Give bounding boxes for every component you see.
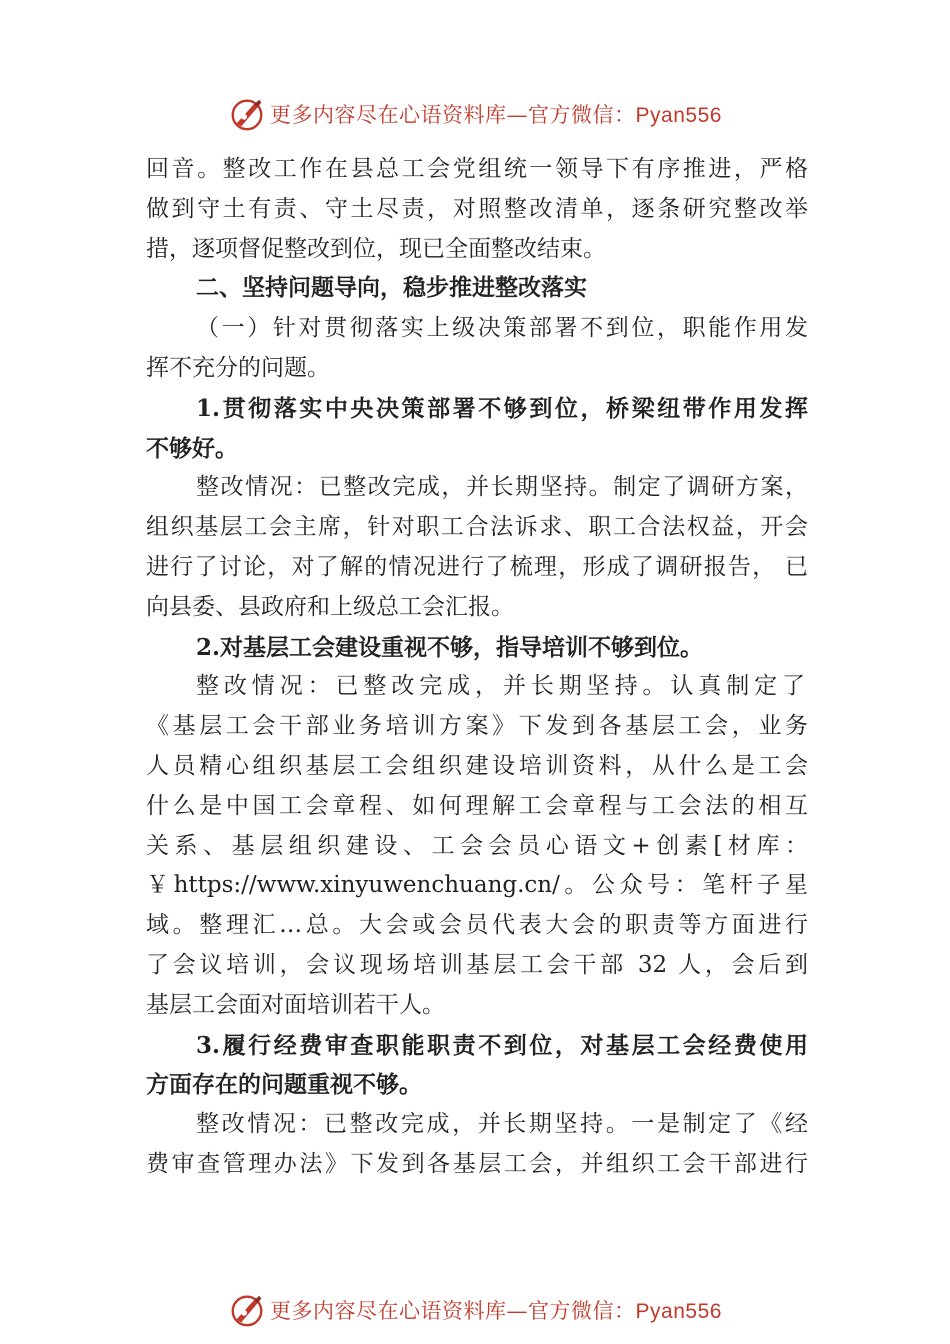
item-heading: 3.履行经费审查职能职责不到位，对基层工会经费使用 xyxy=(196,1031,808,1059)
body-line: 整改情况：已整改完成，并长期坚持。一是制定了《经 xyxy=(196,1111,808,1138)
subsection-heading: 挥不充分的问题。 xyxy=(146,354,330,381)
body-line: 措，逐项督促整改到位，现已全面整改结束。 xyxy=(146,235,606,262)
banner-wechat: Pyan556 xyxy=(635,104,722,127)
body-line: 关系、基层组织建设、工会会员心语文+创素[材库： xyxy=(146,832,808,859)
body-line: 费审查管理办法》下发到各基层工会，并组织工会干部进行 xyxy=(146,1150,808,1177)
item-heading: 不够好。 xyxy=(146,434,238,462)
item-heading: 2.对基层工会建设重视不够，指导培训不够到位。 xyxy=(196,633,704,661)
body-line: ￥https://www.xinyuwenchuang.cn/。公众号：笔杆子星 xyxy=(146,872,808,899)
pen-logo-icon xyxy=(228,95,266,133)
body-line: 了会议培训，会议现场培训基层工会干部 32 人，会后到 xyxy=(146,951,808,978)
body-line: 《基层工会干部业务培训方案》下发到各基层工会，业务 xyxy=(146,713,808,740)
item-heading: 方面存在的问题重视不够。 xyxy=(146,1071,422,1099)
pen-logo-icon xyxy=(228,1291,266,1329)
document-body xyxy=(146,150,808,1185)
body-line: 基层工会面对面培训若干人。 xyxy=(146,991,445,1018)
body-line: 向县委、县政府和上级总工会汇报。 xyxy=(146,593,514,620)
banner-text: 更多内容尽在心语资料库—官方微信： xyxy=(270,1299,636,1323)
body-line: 组织基层工会主席，针对职工合法诉求、职工合法权益，开会 xyxy=(146,514,808,541)
item-heading: 1.贯彻落实中央决策部署不够到位，桥梁纽带作用发挥 xyxy=(196,394,808,422)
section-heading: 二、坚持问题导向，稳步推进整改落实 xyxy=(196,275,587,302)
body-line: 做到守土有责、守土尽责，对照整改清单，逐条研究整改举 xyxy=(146,195,808,222)
body-line: 回音。整改工作在县总工会党组统一领导下有序推进，严格 xyxy=(146,156,808,182)
body-line: 进行了讨论，对了解的情况进行了梳理，形成了调研报告， 已 xyxy=(146,553,808,580)
footer-banner xyxy=(0,1290,950,1330)
body-line: 什么是中国工会章程、如何理解工会章程与工会法的相互 xyxy=(146,792,808,819)
body-line: 域。整理汇…总。大会或会员代表大会的职责等方面进行 xyxy=(146,912,808,939)
banner-text: 更多内容尽在心语资料库—官方微信： xyxy=(270,103,636,127)
header-banner xyxy=(0,94,950,134)
banner-wechat: Pyan556 xyxy=(635,1300,722,1323)
body-line: 整改情况：已整改完成，并长期坚持。制定了调研方案， xyxy=(196,474,808,501)
subsection-heading: （一）针对贯彻落实上级决策部署不到位，职能作用发 xyxy=(196,315,808,342)
body-line: 整改情况：已整改完成，并长期坚持。认真制定了 xyxy=(196,673,808,700)
body-line: 人员精心组织基层工会组织建设培训资料，从什么是工会 xyxy=(146,752,808,779)
